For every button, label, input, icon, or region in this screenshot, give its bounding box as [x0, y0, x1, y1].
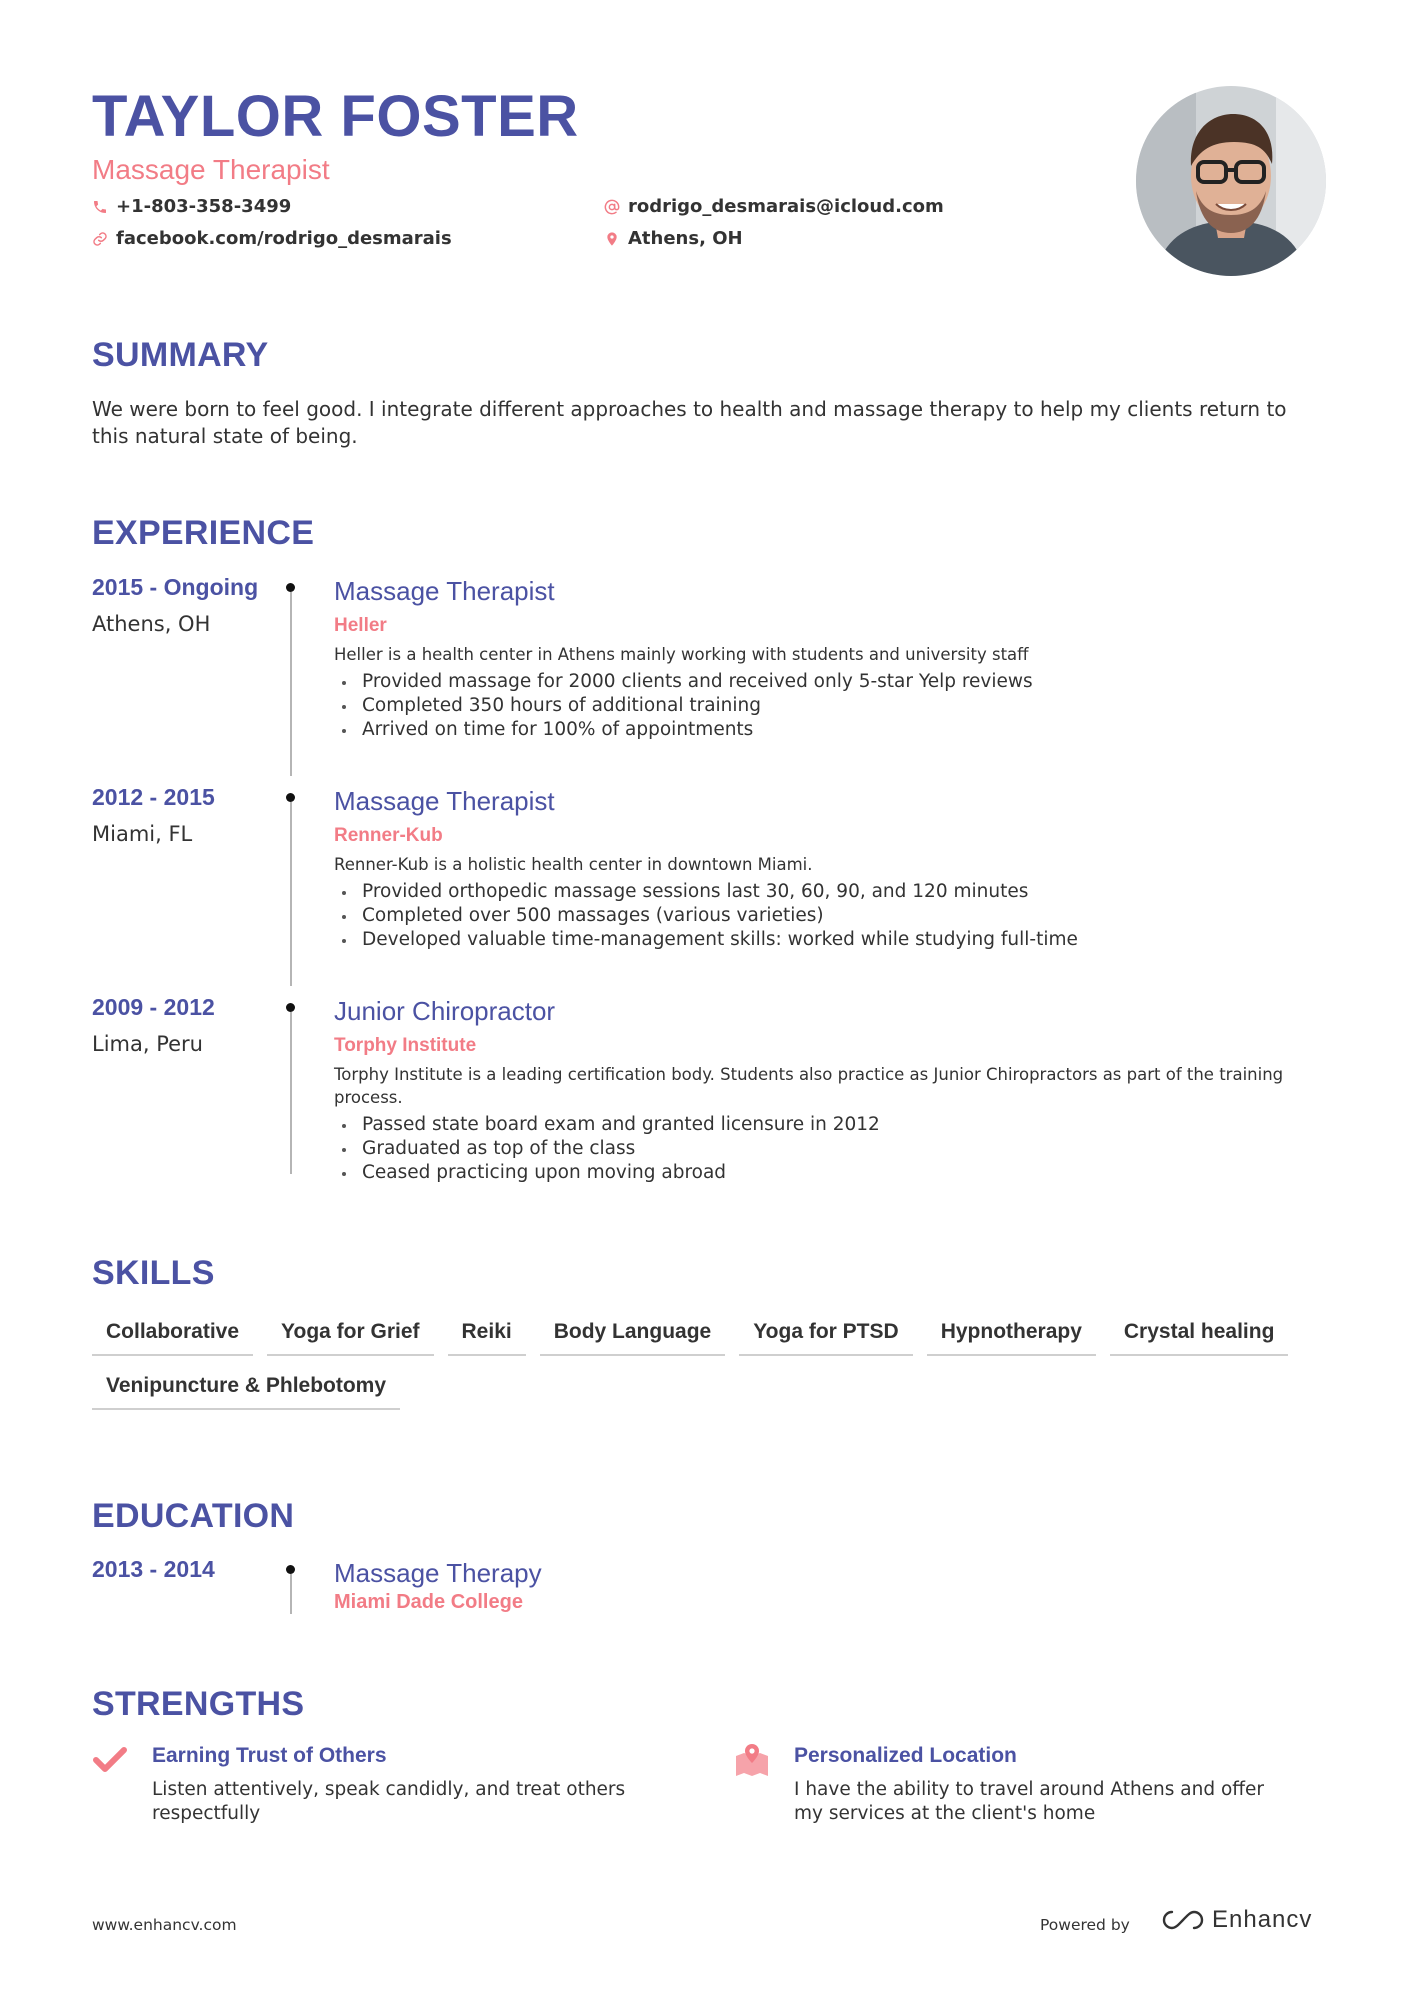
map-pin-icon	[734, 1742, 770, 1778]
profile-photo	[1136, 86, 1326, 276]
experience-bullets	[334, 880, 1334, 952]
skills-heading: SKILLS	[92, 1254, 215, 1292]
checkmark-icon	[92, 1742, 128, 1778]
candidate-role: Massage Therapist	[92, 154, 330, 185]
contact-phone[interactable]	[92, 196, 291, 217]
brand-name: Enhancv	[1212, 1906, 1313, 1933]
experience-bullet: Completed over 500 massages (various varieties)	[334, 904, 1334, 928]
footer-url[interactable]: www.enhancv.com	[92, 1916, 237, 1934]
brand-logo[interactable]	[1160, 1906, 1312, 1934]
skills-list	[92, 1316, 1342, 1410]
skill-tag: Venipuncture & Phlebotomy	[92, 1370, 400, 1410]
experience-company: Torphy Institute	[334, 1035, 477, 1056]
phone-icon	[92, 199, 108, 215]
contact-location-text: Athens, OH	[628, 228, 743, 249]
skill-tag: Crystal healing	[1110, 1316, 1289, 1356]
experience-bullet: Graduated as top of the class	[334, 1137, 1334, 1161]
strength-text: Listen attentively, speak candidly, and treat others respectfully	[152, 1779, 626, 1824]
experience-date: 2012 - 2015	[92, 784, 215, 810]
education-school: Miami Dade College	[334, 1591, 523, 1613]
location-pin-icon	[604, 231, 620, 247]
link-icon	[92, 231, 108, 247]
education-degree: Massage Therapy	[334, 1558, 542, 1588]
timeline-dot	[286, 793, 295, 802]
experience-title: Junior Chiropractor	[334, 996, 556, 1026]
experience-bullets	[334, 1113, 1334, 1185]
contact-email[interactable]	[604, 196, 944, 217]
experience-bullet: Developed valuable time-management skills: worked while studying full-time	[334, 928, 1334, 952]
experience-date: 2015 - Ongoing	[92, 574, 259, 600]
contact-link-text: facebook.com/rodrigo_desmarais	[116, 228, 452, 249]
contact-location	[604, 228, 743, 249]
timeline-dot	[286, 1003, 295, 1012]
education-date: 2013 - 2014	[92, 1556, 215, 1582]
experience-description: Heller is a health center in Athens mainly working with students and university staff	[334, 645, 1029, 664]
experience-company: Renner-Kub	[334, 825, 443, 846]
experience-heading: EXPERIENCE	[92, 514, 315, 552]
experience-title: Massage Therapist	[334, 576, 555, 606]
skill-tag: Reiki	[448, 1316, 526, 1356]
experience-description: Torphy Institute is a leading certification body. Students also practice as Junior Chiropractors as part of the training process.	[334, 1065, 1284, 1107]
strength-text: I have the ability to travel around Athens and offer my services at the client's home	[794, 1779, 1265, 1824]
experience-bullet: Provided massage for 2000 clients and received only 5-star Yelp reviews	[334, 670, 1334, 694]
experience-bullets	[334, 670, 1334, 742]
timeline-line	[290, 1574, 292, 1614]
education-heading: EDUCATION	[92, 1497, 295, 1535]
skill-tag: Body Language	[540, 1316, 726, 1356]
skill-tag: Yoga for Grief	[267, 1316, 433, 1356]
education-body	[334, 1556, 542, 1614]
timeline-dot	[286, 583, 295, 592]
candidate-name: TAYLOR FOSTER	[92, 84, 579, 149]
strength-title: Earning Trust of Others	[152, 1744, 387, 1767]
experience-location: Lima, Peru	[92, 1032, 203, 1056]
contact-link[interactable]	[92, 228, 452, 249]
experience-body	[334, 574, 1334, 742]
profile-photo-illustration	[1136, 86, 1326, 276]
experience-description: Renner-Kub is a holistic health center in downtown Miami.	[334, 855, 813, 874]
contact-email-text: rodrigo_desmarais@icloud.com	[628, 196, 944, 217]
experience-company: Heller	[334, 615, 387, 636]
timeline-line	[290, 592, 292, 776]
skill-tag: Hypnotherapy	[927, 1316, 1096, 1356]
experience-bullet: Passed state board exam and granted licensure in 2012	[334, 1113, 1334, 1137]
contact-phone-text: +1-803-358-3499	[116, 196, 292, 217]
timeline-line	[290, 802, 292, 986]
experience-title: Massage Therapist	[334, 786, 555, 816]
infinity-logo-icon	[1160, 1908, 1206, 1932]
skill-tag: Collaborative	[92, 1316, 253, 1356]
experience-bullet: Arrived on time for 100% of appointments	[334, 718, 1334, 742]
strengths-heading: STRENGTHS	[92, 1685, 305, 1723]
experience-body	[334, 784, 1334, 952]
experience-bullet: Ceased practicing upon moving abroad	[334, 1161, 1334, 1185]
strength-title: Personalized Location	[794, 1744, 1017, 1767]
timeline-line	[290, 1012, 292, 1174]
summary-heading: SUMMARY	[92, 336, 269, 374]
experience-location: Athens, OH	[92, 612, 211, 636]
experience-bullet: Provided orthopedic massage sessions last 30, 60, 90, and 120 minutes	[334, 880, 1334, 904]
experience-location: Miami, FL	[92, 822, 193, 846]
experience-body	[334, 994, 1334, 1185]
at-icon	[604, 199, 620, 215]
powered-by-label: Powered by	[1040, 1916, 1130, 1934]
skill-tag: Yoga for PTSD	[739, 1316, 912, 1356]
timeline-dot	[286, 1565, 295, 1574]
experience-date: 2009 - 2012	[92, 994, 215, 1020]
summary-text: We were born to feel good. I integrate different approaches to health and massage therapy to help my clients return to this natural state of being.	[92, 397, 1287, 448]
experience-bullet: Completed 350 hours of additional training	[334, 694, 1334, 718]
